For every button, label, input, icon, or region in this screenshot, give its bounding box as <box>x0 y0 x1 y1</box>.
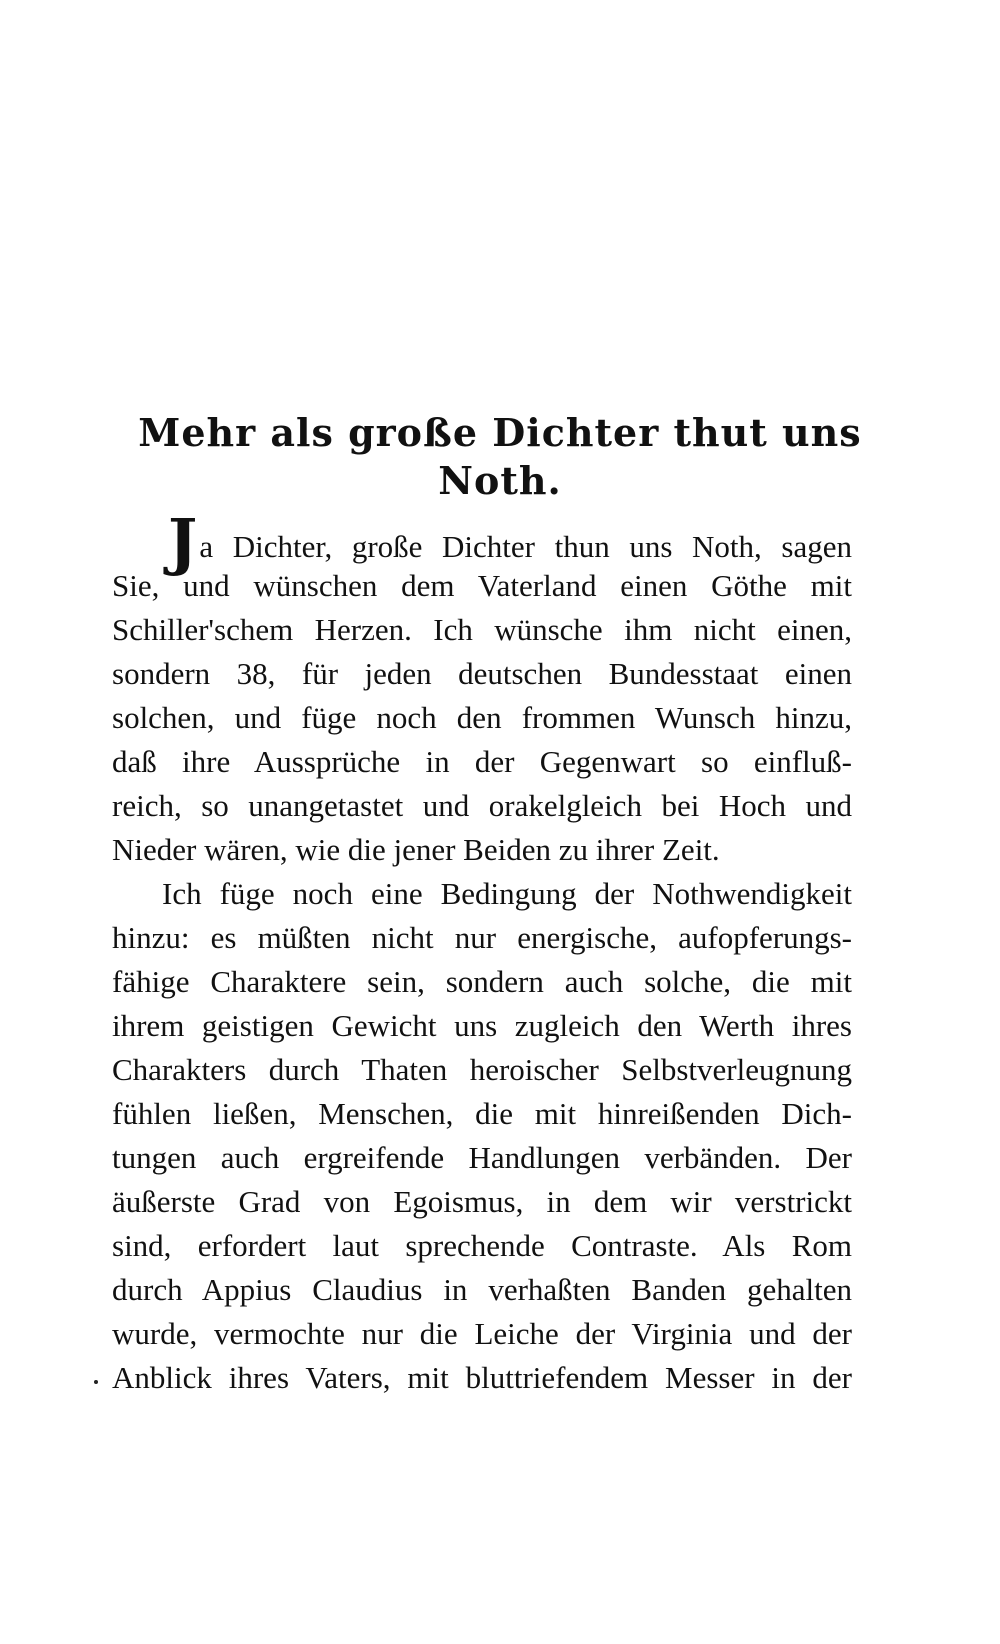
paragraph-1-line-1-text: a Dichter, große Dichter thun uns Noth, sagen <box>199 529 852 564</box>
paragraph-2-line: durch Appius Claudius in verhaßten Banden gehalten <box>112 1272 852 1307</box>
paragraph-1-line: daß ihre Aussprüche in der Gegenwart so einfluß- <box>112 744 852 779</box>
paragraph-1-line: solchen, und füge noch den frommen Wunsch hinzu, <box>112 700 852 735</box>
chapter-title-line-2: Noth. <box>438 458 562 503</box>
paragraph-1-line: Schiller'schem Herzen. Ich wünsche ihm nicht einen, <box>112 612 852 647</box>
paragraph-2-line: ihrem geistigen Gewicht uns zugleich den Werth ihres <box>112 1008 852 1043</box>
paragraph-2-line: hinzu: es müßten nicht nur energische, aufopferungs- <box>112 920 852 955</box>
print-speck <box>94 1380 98 1384</box>
paragraph-1-line: sondern 38, für jeden deutschen Bundesstaat einen <box>112 656 852 691</box>
paragraph-1-line: Sie, und wünschen dem Vaterland einen Göthe mit <box>112 568 852 603</box>
paragraph-2-line: sind, erfordert laut sprechende Contraste. Als Rom <box>112 1228 852 1263</box>
drop-cap: J <box>168 505 198 578</box>
paragraph-2-line: wurde, vermochte nur die Leiche der Virginia und der <box>112 1316 852 1351</box>
paragraph-1-line-1 <box>168 505 852 578</box>
paragraph-1-line: reich, so unangetastet und orakelgleich bei Hoch und <box>112 788 852 823</box>
paragraph-2-line: Charakters durch Thaten heroischer Selbstverleugnung <box>112 1052 852 1087</box>
paragraph-2-line: fähige Charaktere sein, sondern auch solche, die mit <box>112 964 852 999</box>
paragraph-2-line-1: Ich füge noch eine Bedingung der Nothwendigkeit <box>162 876 852 911</box>
paragraph-2-line: tungen auch ergreifende Handlungen verbänden. Der <box>112 1140 852 1175</box>
paragraph-2-line: Anblick ihres Vaters, mit bluttriefendem Messer in der <box>112 1360 852 1395</box>
chapter-title-line-1: Mehr als große Dichter thut uns <box>138 410 862 455</box>
paragraph-2-line: äußerste Grad von Egoismus, in dem wir verstrickt <box>112 1184 852 1219</box>
paragraph-2-line: fühlen ließen, Menschen, die mit hinreißenden Dich- <box>112 1096 852 1131</box>
paragraph-1-line: Nieder wären, wie die jener Beiden zu ihrer Zeit. <box>112 832 720 867</box>
